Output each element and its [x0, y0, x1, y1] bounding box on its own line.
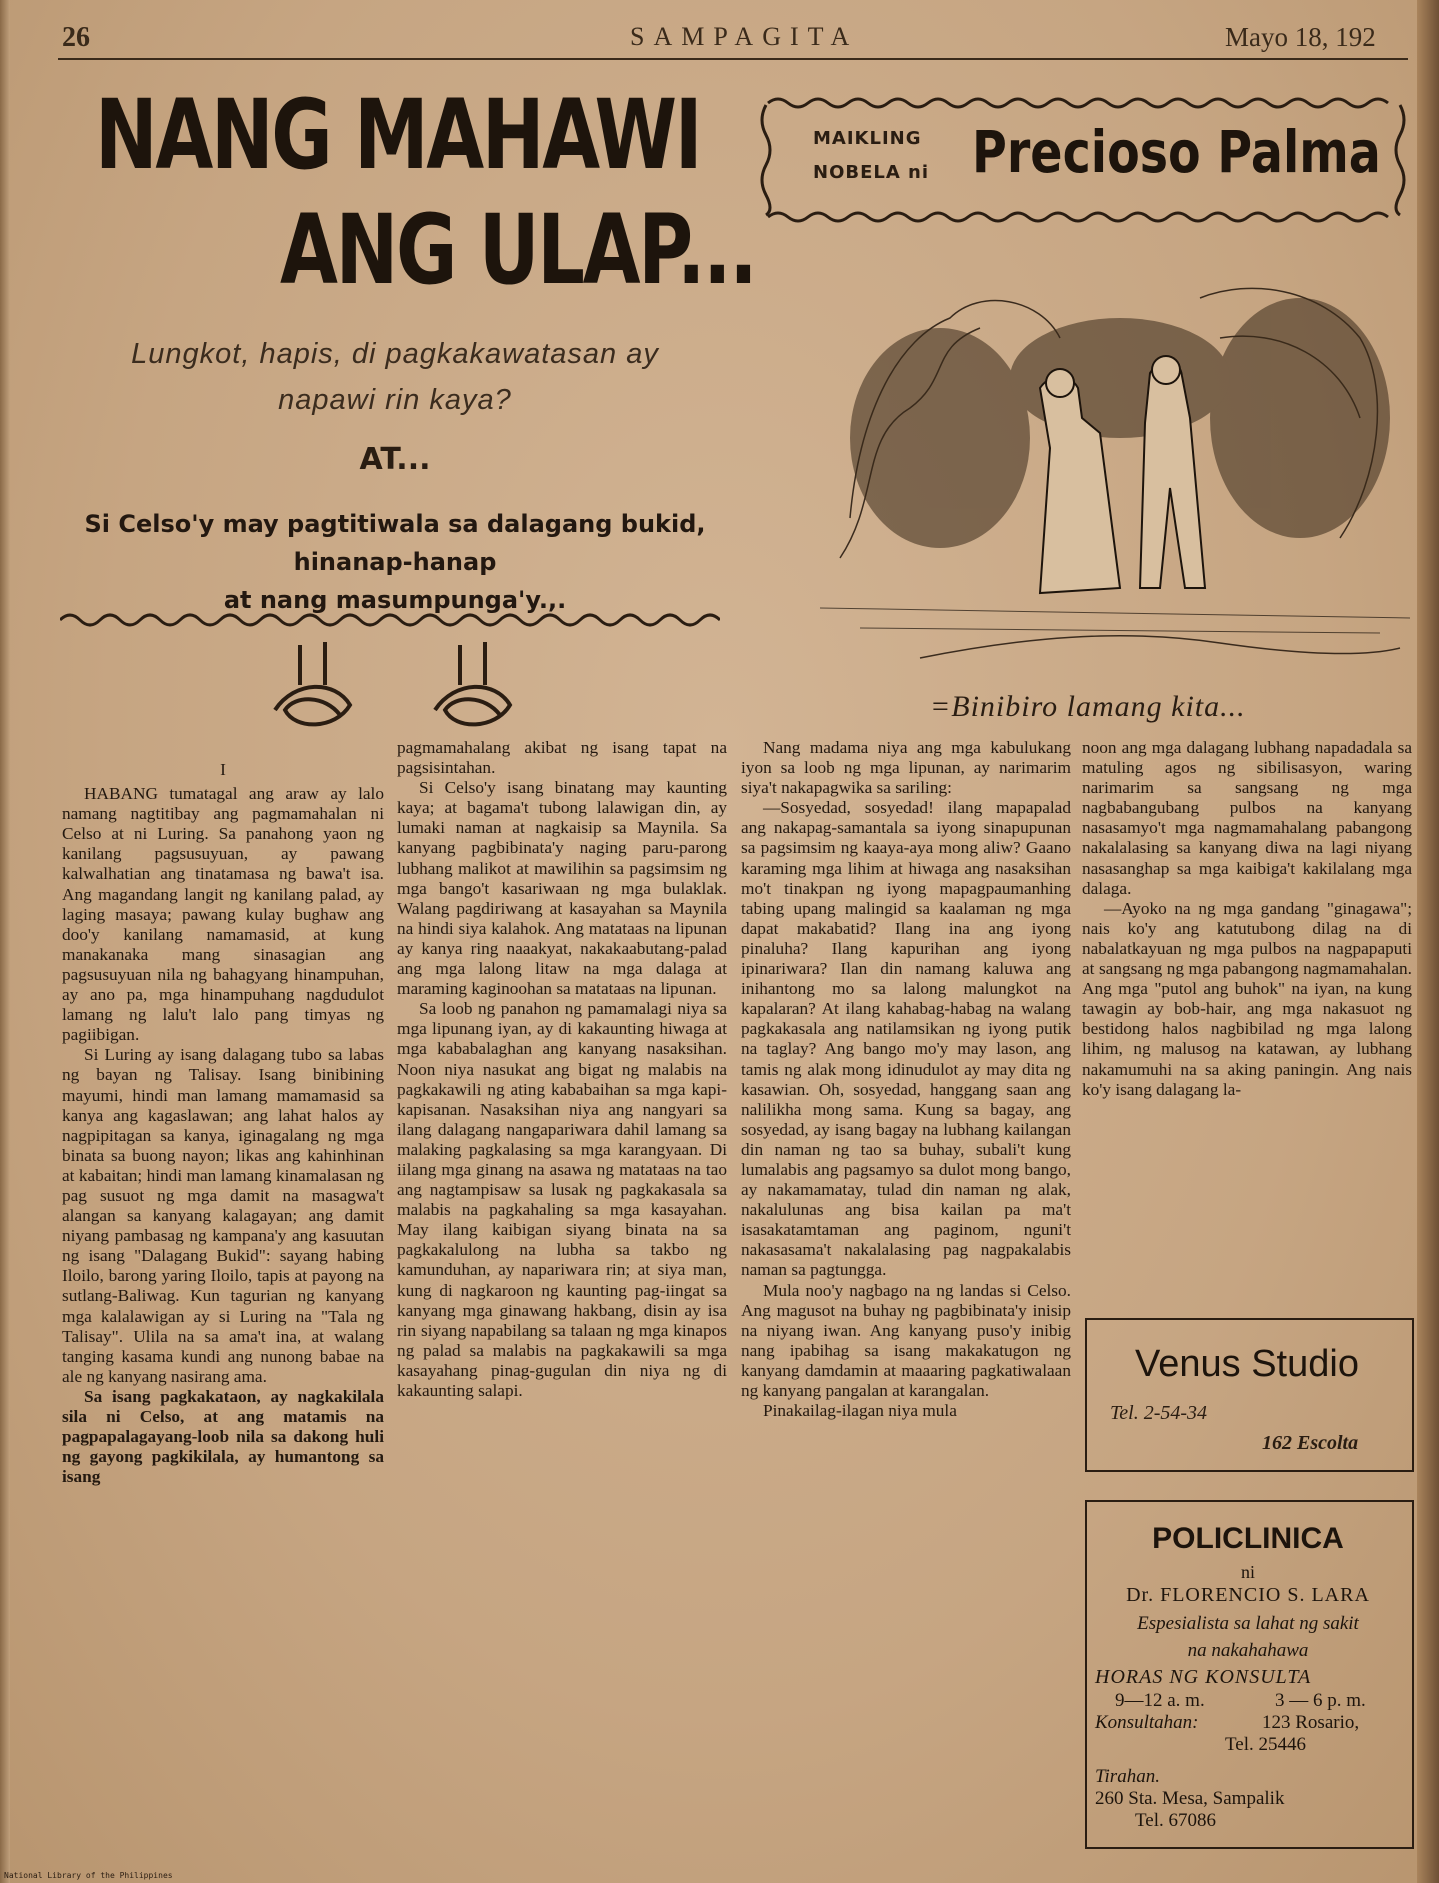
paragraph: pagmamahalang akibat ng isang tapat na pagsisintahan.	[397, 738, 727, 778]
venus-studio-ad	[1085, 1318, 1414, 1472]
subhead-line-2: at nang masumpunga'y.,.	[223, 586, 567, 614]
byline-label	[813, 122, 929, 190]
page-edge-left	[0, 0, 10, 1883]
byline-label-line-2: NOBELA ni	[813, 162, 930, 183]
paragraph: Sa loob ng panahon ng pamamalagi niya sa mga lipunang iyan, ay di kakaunting hiwaga at mga kababalaghan ang kanyang nasaksihan. Noon niya nasukat ang bigat ng malabis na pagkakawili ng ating kababaihan sa mga kapi-kapisanan. Nasaksihan niya ang nangyari sa ilang dalagang nangapariwara dahil lamang sa malaking pagkalasing sa mga karangyaan. Di iilang mga ginang na asawa ng matataas na tao ang nagtampisaw sa lusak ng pagkakasala sa malabis na pagkahaling sa mga kasayahan. May ilang kaibigan siyang binata na sa pagkakalulong na lubha sa takbo ng kamunduhan, ay napariwara rin; at siya man, kung di nagkaroon ng kaunting pag-iingat sa kanyang mga ginawang hakbang, disin ay isa rin siyang napabilang sa talaan ng mga kinapos ng palad sa malabis na pagkakawili sa mga kasayahang pinag-gugulan din niya ng di kakaunting salapi.	[397, 999, 727, 1400]
paragraph: HABANG tumatagal ang araw ay lalo namang nagtitibay ang pagmamahalan ni Celso at ni Luring. Sa panahong yaon ng kanilang pagsusuyuan, ay pawang kalwalhatian ang tinatamasa ng bawa't isa. Ang magandang langit ng kanilang palad, ay laging masaya; pawang kulay bughaw ang doo'y kanilang namamasid, at kung manakanaka mang sinasagian ang pagsusuyuan nila ng bahagyang hinampuhan, ay ano pa, mga hinampuhang nagdudulot lamang ng lalu't lalo pang timyas ng pagiibigan.	[62, 784, 384, 1045]
paragraph: Mula noo'y nagbago na ng landas si Celso. Ang magusot na buhay ng pagbibinata'y inisip na niyang iwan. Ang kanyang puso'y inibig nang ipabihag sa isang makakatugon ng kanyang damdamin at maaaring pagkatiwalaan ng kanyang pangalan at karangalan.	[741, 1280, 1071, 1400]
policlinica-specialty	[1088, 1610, 1408, 1664]
venus-studio-tel: Tel. 2-54-34	[1110, 1402, 1208, 1424]
archive-credit: National Library of the Philippines	[4, 1871, 173, 1880]
illustration-caption: =Binibiro lamang kita...	[930, 690, 1246, 723]
policlinica-consult-label: Konsultahan:	[1095, 1712, 1199, 1733]
policlinica-consult-tel: Tel. 25446	[1225, 1734, 1306, 1755]
article-column-3	[741, 738, 1071, 1421]
teaser-line-1: Lungkot, hapis, di pagkakawatasan ay	[131, 338, 659, 370]
paragraph: noon ang mga dalagang lubhang napadadala sa matuling agos ng sibilisasyon, waring narimarim sa sangsang ng mga nagbabangubang pulbos na kanyang nasasamyo't mga nagmamahalang pabangong nakalalasing sa kanyang diwa na lagi niyang nasasanghap sa mga kaibiga't kakilalang mga dalaga.	[1082, 738, 1412, 898]
policlinica-doctor: Dr. FLORENCIO S. LARA	[1126, 1584, 1370, 1606]
page-number: 26	[62, 22, 90, 53]
paragraph: Pinakailag-ilagan niya mula	[763, 1401, 957, 1421]
subhead	[60, 505, 730, 619]
headline-line-2: ANG ULAP...	[280, 194, 756, 306]
policlinica-hours-label: HORAS NG KONSULTA	[1095, 1666, 1312, 1688]
venus-studio-address: 162 Escolta	[1262, 1432, 1359, 1454]
paragraph: —Ayoko na ng mga gandang "ginagawa"; nais ko'y ang katutubong dilag na di nabalatkayuan ng mga pulbos na nagpapaputi at sangsang ng mga pabangong nagmamahalan. Ang mga "putol ang buhok" na iyan, na kung tawagin ay bob-hair, ang mga nakasuot ng bestidong halos nagbibilad ng mga lalong lihim, ng malusog na katawan, ay lubhang nakamumuhi na sa aking paningin. Ang nais ko'y isang dalagang la-	[1082, 898, 1412, 1099]
byline-label-line-1: MAIKLING	[813, 128, 922, 149]
paragraph: Nang madama niya ang mga kabulukang iyon sa loob ng mga lipunan, ay narimarim siya't nakapagwika sa sariling:	[741, 738, 1071, 798]
ornament-knot-icon	[265, 640, 525, 730]
magazine-name: SAMPAGITA	[630, 22, 859, 51]
policlinica-specialty-line-2: na nakahahawa	[1187, 1640, 1309, 1661]
headline-line-1: NANG MAHAWI	[95, 79, 701, 191]
policlinica-hours-pm: 3 — 6 p. m.	[1275, 1690, 1366, 1711]
subhead-line-1: Si Celso'y may pagtitiwala sa dalagang bukid, hinanap-hanap	[84, 510, 706, 576]
at-label: AT...	[359, 442, 431, 477]
paragraph: Sa isang pagkakataon, ay nagkakilala sila ni Celso, at ang matamis na pagpapalagayang-loob nila sa dakong huli ng gayong pagkikilala, ay humantong sa isang	[62, 1386, 384, 1487]
policlinica-ni: ni	[1240, 1562, 1255, 1582]
policlinica-specialty-line-1: Espesialista sa lahat ng sakit	[1137, 1613, 1359, 1634]
teaser-line-2: napawi rin kaya?	[278, 384, 512, 416]
page-edge-right	[1417, 0, 1439, 1883]
venus-studio-name: Venus Studio	[1135, 1343, 1359, 1385]
policlinica-consult-address: 123 Rosario,	[1262, 1712, 1360, 1733]
ornament-border-left	[60, 610, 720, 630]
paragraph: Si Luring ay isang dalagang tubo sa labas ng bayan ng Talisay. Isang binibining mayumi, hindi man lamang mamamasid sa kanya ang kagaslawan; ang lahat halos ay nagpipitagan sa kanya, iginagalang ng mga binata sa buong nayon; likas ang kahinhinan at kabaitan; hindi man lamang kinamalasan ng pag susuot ng mga damit na masagwa't alangan sa kanyang kalagayan; ang damit niyang pambasag ng kampana'y ang kasuutan ng isang "Dalagang Bukid": sayang habing Iloilo, barong yaring Iloilo, tapis at payong na sutlang-Baliwag. Kun tagurian ng kanyang mga kalalawigan ay si Luring na "Tala ng Talisay". Ulila na sa ama't ina, at walang tanging kasama kundi ang nunong babae na ale ng kanyang nasirang ama.	[62, 1045, 384, 1386]
paragraph: —Sosyedad, sosyedad! ilang mapapalad ang nakapag-samantala sa iyong sinapupunan sa pagsimsim ng kaaya-aya mong aliw? Gaano karaming mga lihim at hiwaga ang nasaksihan mo't tinakpan ng iyong mapagpaumanhing tabing upang malingid sa kaalaman ng mga dapat makabatid? Ilang ina ang iyong pinaluha? Ilang kapurihan ang iyong ipinariwara? Ilan din namang kaluwa ang inihantong mo sa lalong malungkot na kapalaran? At ilang kahabag-habag na walang pagkakasala ang natilamsikan ng iyong putik na taglay? Ang bango mo'y may lason, ang tamis ng alak mong idinudulot ay may dita ng kasawian. Oh, sosyedad, hanggang saan ang nalilikha mong sama. Kung sa bagay, ang sosyedad, ay isang bagay na lubhang kailangan din naman ng tao sa buhay, subali't kung lumalabis ang pagsamyo sa dulot mong bango, ay nakamamatay, tulad din naman ng alak, nakalulunas ang bisa kailan pa ma't isasakatamtaman ang paginom, nguni't nakasasama't nakalalasing pag nagpakalabis naman sa pagtungga.	[741, 798, 1071, 1280]
issue-date: Mayo 18, 192	[1225, 22, 1376, 52]
policlinica-home-tel: Tel. 67086	[1135, 1810, 1216, 1831]
couple-illustration	[820, 258, 1410, 678]
policlinica-home-label: Tirahan.	[1095, 1766, 1160, 1787]
author-name: Precioso Palma	[972, 118, 1381, 186]
article-column-2	[397, 738, 727, 1401]
policlinica-title: POLICLINICA	[1152, 1522, 1344, 1555]
chapter-number: I	[220, 760, 226, 779]
masthead-rule	[58, 58, 1408, 60]
policlinica-hours-am: 9—12 a. m.	[1115, 1690, 1205, 1711]
paragraph: Si Celso'y isang binatang may kaunting kaya; at bagama't tubong lalawigan din, ay lumaki naman at nagkaisip sa Maynila. Sa kanyang pagbibinata'y naging paru-parong lubhang malikot at mawilihin sa pagsimsim ng mga bango't kasariwaan ng mga bulaklak. Walang pagdiriwang at kasayahan sa Maynila na hindi siya kalahok. Ang matataas na lipunan ay kanya ring naaakyat, nakakaabutang-palad ang mga lalong litaw na mga dalaga at maraming kaginoohan sa matataas na lipunan.	[397, 778, 727, 999]
article-column-1	[62, 760, 384, 1487]
article-column-4	[1082, 738, 1412, 1100]
policlinica-home-address: 260 Sta. Mesa, Sampalik	[1095, 1788, 1285, 1809]
